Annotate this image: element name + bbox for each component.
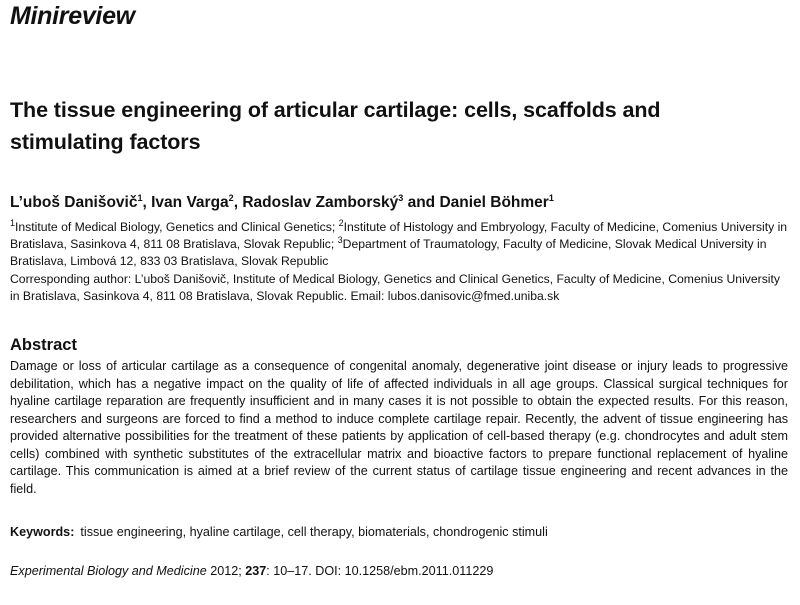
keywords-text: tissue engineering, hyaline cartilage, cell therapy, biomaterials, chondrogenic stimuli bbox=[80, 525, 548, 539]
citation-volume: 237 bbox=[245, 564, 267, 578]
author-name: Ivan Varga bbox=[151, 194, 229, 211]
citation-pages-doi: : 10–17. DOI: 10.1258/ebm.2011.011229 bbox=[266, 564, 494, 578]
author-separator: , bbox=[142, 194, 152, 211]
author-affiliation-marker: 1 bbox=[548, 192, 554, 203]
author-affiliation-marker: 3 bbox=[398, 192, 404, 203]
affiliation-marker: 3 bbox=[337, 235, 343, 246]
corresponding-author: Corresponding author: L’uboš Danišovič, Institute of Medical Biology, Genetics and Clinical Genetics, Faculty of Medicine, Comenius University in Bratislava, Sasinkova 4, 811 08 Bratislava, Slovak Republic. Email: lubos.danisovic@fmed.uniba.sk bbox=[10, 271, 780, 303]
author-name: Daniel Böhmer bbox=[439, 194, 549, 211]
author-name: Radoslav Zamborský bbox=[242, 194, 399, 211]
affiliation-text: Institute of Histology and Embryology, Faculty of Medicine, Comenius University in Bratislava, Sasinkova 4, 811 08 Bratislava, Slovak Republic; bbox=[10, 220, 788, 252]
affiliation-marker: 1 bbox=[10, 217, 16, 228]
affiliation-text: Department of Traumatology, Faculty of Medicine, Slovak Medical University in Bratislava, Limbová 12, 833 03 Bratislava, Slovak Republic bbox=[10, 237, 767, 269]
author-separator: , bbox=[233, 194, 243, 211]
author-list bbox=[10, 194, 554, 212]
keywords bbox=[10, 525, 548, 539]
keywords-label: Keywords: bbox=[10, 525, 75, 539]
affiliations bbox=[10, 219, 790, 305]
author-affiliation-marker: 1 bbox=[137, 192, 143, 203]
citation bbox=[10, 564, 493, 578]
author-affiliation-marker: 2 bbox=[228, 192, 234, 203]
abstract-heading: Abstract bbox=[10, 336, 77, 354]
affiliation-marker: 2 bbox=[338, 217, 344, 228]
section-label: Minireview bbox=[10, 2, 135, 30]
citation-year: 2012; bbox=[206, 564, 246, 578]
author-separator: and bbox=[403, 194, 440, 211]
article-title: The tissue engineering of articular cartilage: cells, scaffolds and stimulating factors bbox=[10, 98, 661, 154]
author-name: L’uboš Danišovič bbox=[10, 194, 138, 211]
abstract-text: Damage or loss of articular cartilage as a consequence of congenital anomaly, degenerative joint disease or injury leads to progressive debilitation, which has a negative impact on the quality of life of affected individuals in all age groups. Classical surgical techniques for hyaline cartilage reparation are frequently insufficient and in many cases it is not possible to obtain the expected results. For this reason, researchers and surgeons are forced to find a method to induce complete cartilage repair. Recently, the advent of tissue engineering has provided alternative possibilities for the treatment of these patients by application of cell-based therapy (e.g. chondrocytes and adult stem cells) combined with synthetic substitutes of the extracellular matrix and bioactive factors to prepare functional replacement of hyaline cartilage. This communication is aimed at a brief review of the current status of cartilage tissue engineering and recent advances in the field. bbox=[10, 359, 788, 496]
affiliation-text: Institute of Medical Biology, Genetics and Clinical Genetics; bbox=[15, 220, 339, 234]
journal-name: Experimental Biology and Medicine bbox=[10, 564, 207, 578]
